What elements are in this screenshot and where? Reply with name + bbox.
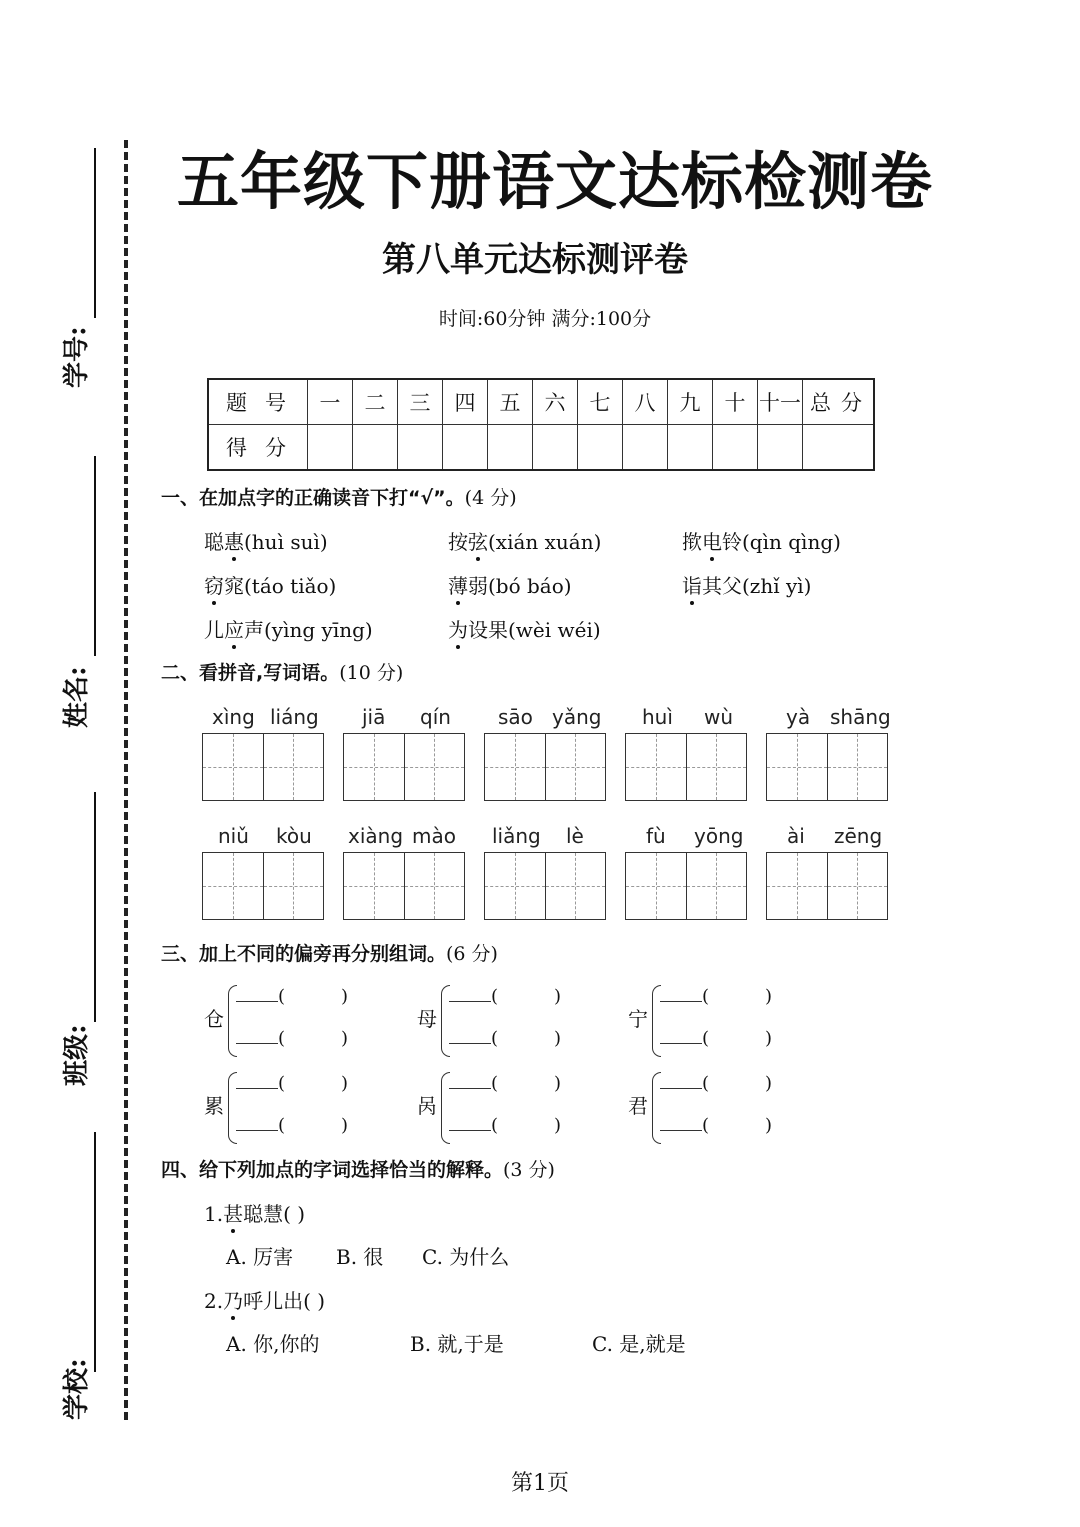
pinyin: qín xyxy=(420,705,451,729)
s1-item-pinyin: 窕(táo tiǎo) xyxy=(224,574,337,598)
page-number: 第1页 xyxy=(511,1471,569,1496)
writing-grid[interactable] xyxy=(343,852,465,920)
class-label: 班级: xyxy=(62,1024,92,1086)
s4-q2-option-c[interactable]: C. 是,就是 xyxy=(592,1332,686,1356)
score-cell-total[interactable] xyxy=(803,425,875,471)
dotted-char: 为 xyxy=(448,614,468,643)
dotted-char: 薄 xyxy=(448,570,468,599)
score-table xyxy=(207,378,875,471)
pinyin: yōng xyxy=(694,824,744,848)
score-col-8: 八 xyxy=(623,379,668,425)
binding-dashed-line xyxy=(124,140,128,1420)
section1-title xyxy=(161,483,517,510)
section1-title-text: 一、在加点字的正确读音下打“√”。 xyxy=(161,487,465,509)
s1-item-pinyin: 弱(bó báo) xyxy=(468,574,572,598)
paren: ( xyxy=(702,1115,710,1136)
score-cell[interactable] xyxy=(443,425,488,471)
paren: ) xyxy=(341,1073,349,1094)
pinyin: xìng xyxy=(212,705,255,729)
s1-item-text: 儿 xyxy=(204,618,224,642)
main-title: 五年级下册语文达标检测卷 xyxy=(176,145,933,218)
paren: ( xyxy=(278,1115,286,1136)
paren: ) xyxy=(554,1115,562,1136)
pinyin: xiàng xyxy=(348,824,404,848)
paren: ( xyxy=(278,1073,286,1094)
paren: ) xyxy=(554,1028,562,1049)
radical-char: 呙 xyxy=(417,1094,437,1118)
student-name-line xyxy=(94,456,96,656)
paren: ) xyxy=(765,1028,773,1049)
score-cell[interactable] xyxy=(398,425,443,471)
s1-item-pinyin: (xián xuán) xyxy=(488,530,602,554)
dotted-char: 诣 xyxy=(682,570,702,599)
score-col-total: 总分 xyxy=(803,379,875,425)
section3-title-text: 三、加上不同的偏旁再分别组词。 xyxy=(161,943,447,965)
blank-answer[interactable] xyxy=(236,983,348,1007)
dotted-char: 窃 xyxy=(204,570,224,599)
paren: ) xyxy=(765,1115,773,1136)
s1-item-5[interactable] xyxy=(448,570,572,599)
paren: ) xyxy=(341,1028,349,1049)
paren: ( xyxy=(702,1073,710,1094)
writing-grid[interactable] xyxy=(625,733,747,801)
score-col-10: 十 xyxy=(713,379,758,425)
score-cell[interactable] xyxy=(668,425,713,471)
pinyin: fù xyxy=(646,824,666,848)
paren: ( xyxy=(278,986,286,1007)
s1-item-text: 聪 xyxy=(204,530,224,554)
score-col-5: 五 xyxy=(488,379,533,425)
blank-answer[interactable] xyxy=(660,983,772,1007)
blank-answer[interactable] xyxy=(449,1070,561,1094)
score-cell[interactable] xyxy=(488,425,533,471)
section4-title xyxy=(161,1155,555,1182)
writing-grid[interactable] xyxy=(202,733,324,801)
score-cell[interactable] xyxy=(758,425,803,471)
pinyin: liǎng xyxy=(492,824,541,848)
pinyin: kòu xyxy=(276,824,312,848)
s4-question-2[interactable] xyxy=(204,1285,325,1314)
section4-points: (3 分) xyxy=(503,1159,555,1181)
dotted-char: 惠 xyxy=(224,526,244,555)
s4-question-1[interactable] xyxy=(204,1198,305,1227)
paren: ( xyxy=(491,1073,499,1094)
score-value-label: 得分 xyxy=(208,425,308,471)
s4-q1-option-a[interactable]: A. 厉害 xyxy=(226,1245,294,1269)
s1-item-6[interactable] xyxy=(682,570,811,599)
score-col-9: 九 xyxy=(668,379,713,425)
pinyin: mào xyxy=(412,824,456,848)
s1-item-pinyin: (huì suì) xyxy=(244,530,328,554)
school-line xyxy=(94,1132,96,1372)
s1-item-pinyin: 声(yìng yīng) xyxy=(244,618,373,642)
score-cell[interactable] xyxy=(623,425,668,471)
question-number: 1. xyxy=(204,1202,224,1226)
score-value-row xyxy=(208,425,874,471)
radical-char: 君 xyxy=(628,1094,648,1118)
section4-title-text: 四、给下列加点的字词选择恰当的解释。 xyxy=(161,1159,504,1181)
pinyin: niǔ xyxy=(218,824,249,848)
pinyin: zēng xyxy=(834,824,883,848)
s1-item-pinyin: 其父(zhǐ yì) xyxy=(702,574,812,598)
score-cell[interactable] xyxy=(578,425,623,471)
s1-item-2[interactable] xyxy=(448,526,601,555)
pinyin: yà xyxy=(786,705,811,729)
section2-title xyxy=(161,658,403,685)
pinyin: lè xyxy=(566,824,584,848)
student-name-label: 姓名: xyxy=(62,666,92,728)
writing-grid[interactable] xyxy=(343,733,465,801)
s1-item-text: 按 xyxy=(448,530,468,554)
s1-item-pinyin: 铃(qìn qìng) xyxy=(722,530,841,554)
score-cell[interactable] xyxy=(353,425,398,471)
writing-grid[interactable] xyxy=(484,852,606,920)
radical-char: 累 xyxy=(204,1094,224,1118)
paren: ) xyxy=(341,986,349,1007)
question-number: 2. xyxy=(204,1289,224,1313)
blank-answer[interactable] xyxy=(660,1070,772,1094)
s1-item-1[interactable] xyxy=(204,526,328,555)
s1-item-3[interactable] xyxy=(682,526,841,555)
dotted-char: 弦 xyxy=(468,526,488,555)
radical-char: 仓 xyxy=(204,1007,224,1031)
paren: ( xyxy=(278,1028,286,1049)
section3-title xyxy=(161,939,498,966)
score-header-row xyxy=(208,379,874,425)
s4-q1-option-b[interactable]: B. 很 xyxy=(336,1245,384,1269)
writing-grid[interactable] xyxy=(484,733,606,801)
dotted-char: 应 xyxy=(224,614,244,643)
student-number-label: 学号: xyxy=(62,326,92,388)
blank-answer[interactable] xyxy=(236,1025,348,1049)
paren: ( xyxy=(491,1028,499,1049)
score-col-3: 三 xyxy=(398,379,443,425)
radical-char: 宁 xyxy=(628,1007,648,1031)
dotted-char: 电 xyxy=(702,526,722,555)
s4-q2-option-a[interactable]: A. 你,你的 xyxy=(226,1332,320,1356)
section3-points: (6 分) xyxy=(446,943,498,965)
s4-q1-option-c[interactable]: C. 为什么 xyxy=(422,1245,510,1269)
pinyin: huì xyxy=(642,705,673,729)
pinyin: ài xyxy=(787,824,805,848)
blank-answer[interactable] xyxy=(449,1112,561,1136)
blank-answer[interactable] xyxy=(449,983,561,1007)
paren: ) xyxy=(765,986,773,1007)
s1-item-4[interactable] xyxy=(204,570,336,599)
class-line xyxy=(94,792,96,1022)
score-col-7: 七 xyxy=(578,379,623,425)
score-col-11: 十一 xyxy=(758,379,803,425)
score-col-4: 四 xyxy=(443,379,488,425)
pinyin: yǎng xyxy=(552,705,602,729)
writing-grid[interactable] xyxy=(766,852,888,920)
score-row-label: 题号 xyxy=(208,379,308,425)
paren: ( xyxy=(702,1028,710,1049)
paren: ( xyxy=(491,1115,499,1136)
blank-answer[interactable] xyxy=(660,1112,772,1136)
blank-answer[interactable] xyxy=(660,1025,772,1049)
paren: ) xyxy=(554,1073,562,1094)
writing-grid[interactable] xyxy=(625,852,747,920)
score-cell[interactable] xyxy=(713,425,758,471)
dotted-char: 乃 xyxy=(223,1285,243,1314)
s4-q2-option-b[interactable]: B. 就,于是 xyxy=(410,1332,504,1356)
radical-char: 母 xyxy=(417,1007,437,1031)
s1-item-7[interactable] xyxy=(204,614,373,643)
score-cell[interactable] xyxy=(533,425,578,471)
sub-title: 第八单元达标测评卷 xyxy=(382,240,688,280)
paren: ) xyxy=(765,1073,773,1094)
pinyin: liáng xyxy=(270,705,319,729)
pinyin: sāo xyxy=(498,705,533,729)
dotted-char: 甚 xyxy=(223,1198,243,1227)
time-info: 时间:60分钟 满分:100分 xyxy=(438,308,652,330)
paren: ) xyxy=(554,986,562,1007)
score-col-2: 二 xyxy=(353,379,398,425)
writing-grid[interactable] xyxy=(766,733,888,801)
section1-points: (4 分) xyxy=(464,487,517,509)
section2-title-text: 二、看拼音,写词语。 xyxy=(161,662,340,684)
blank-answer[interactable] xyxy=(236,1112,348,1136)
paren: ( xyxy=(702,986,710,1007)
question-text: 聪慧( ) xyxy=(243,1202,306,1226)
blank-answer[interactable] xyxy=(236,1070,348,1094)
paren: ( xyxy=(491,986,499,1007)
section2-points: (10 分) xyxy=(339,662,404,684)
score-col-6: 六 xyxy=(533,379,578,425)
pinyin: shāng xyxy=(830,705,891,729)
paren: ) xyxy=(341,1115,349,1136)
score-col-1: 一 xyxy=(308,379,353,425)
score-cell[interactable] xyxy=(308,425,353,471)
writing-grid[interactable] xyxy=(202,852,324,920)
s1-item-8[interactable] xyxy=(448,614,601,643)
question-text: 呼儿出( ) xyxy=(243,1289,326,1313)
pinyin: jiā xyxy=(362,705,386,729)
blank-answer[interactable] xyxy=(449,1025,561,1049)
s1-item-text: 揿 xyxy=(682,530,702,554)
school-label: 学校: xyxy=(62,1358,92,1420)
s1-item-pinyin: 设果(wèi wéi) xyxy=(468,618,601,642)
pinyin: wù xyxy=(704,705,734,729)
